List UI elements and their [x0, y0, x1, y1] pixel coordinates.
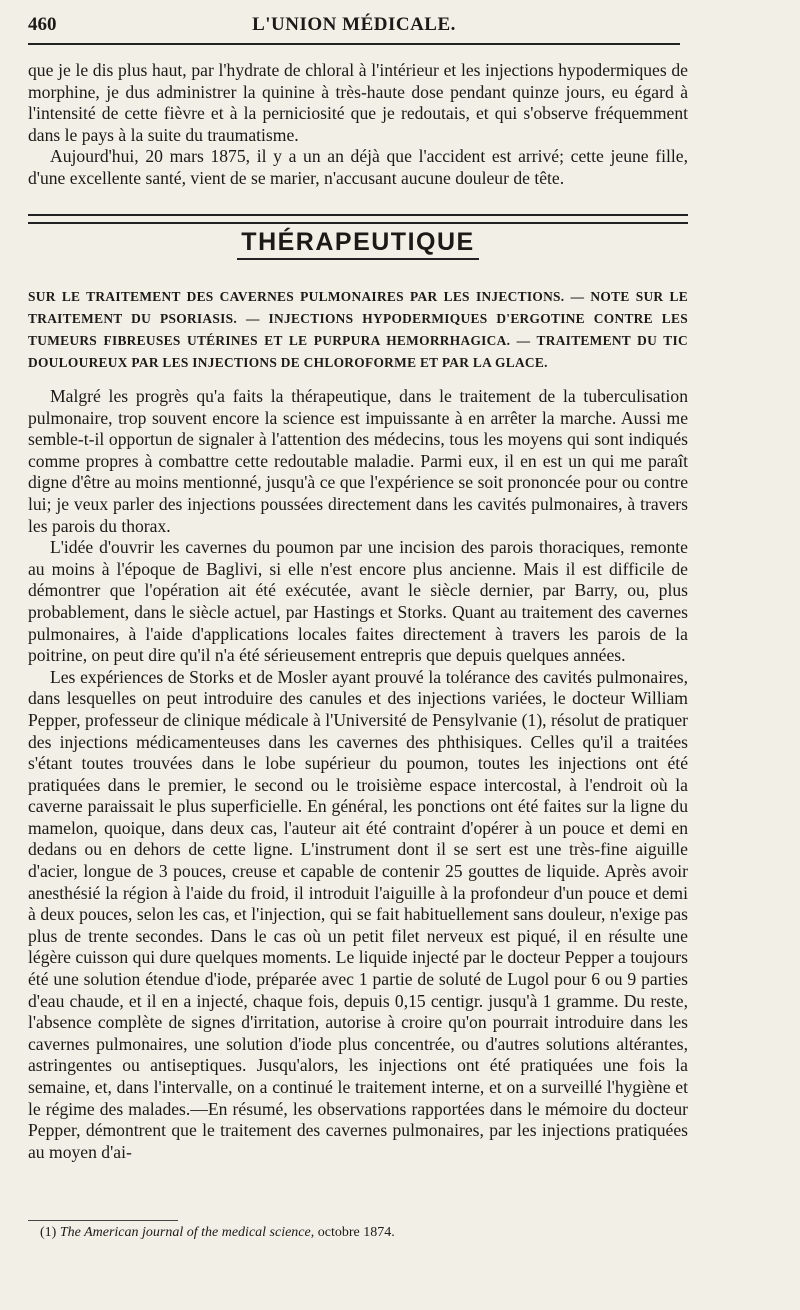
- footnote-rule: [28, 1220, 178, 1221]
- footnote-marker: (1): [40, 1225, 57, 1240]
- page-header: [28, 14, 680, 44]
- paragraph: Aujourd'hui, 20 mars 1875, il y a un an déjà que l'accident est arrivé; cette jeune fille, d'une excellente santé, vient de se marier, n'accusant aucune douleur de tête.: [28, 146, 688, 188]
- paragraph: L'idée d'ouvrir les cavernes du poumon par une incision des parois thoraciques, remonte au moins à l'époque de Baglivi, si elle n'est encore plus ancienne. Mais il est difficile de démontrer que l'opération ait été exécutée, avant le siècle dernier, par Barry, ou, plus probablement, dans le siècle actuel, par Hastings et Storks. Quant au traitement des cavernes pulmonaires, à l'aide d'applications locales faites directement à travers les parois de la poitrine, on peut dire qu'il n'a été sérieusement entrepris que depuis quelques années.: [28, 537, 688, 666]
- section-title-text: THÉRAPEUTIQUE: [237, 228, 478, 260]
- paragraph: que je le dis plus haut, par l'hydrate de chloral à l'intérieur et les injections hypodermiques de morphine, je dus administrer la quinine à très-haute dose pendant quinze jours, eu égard à l'intensité de cette fièvre et à la perniciosité que je redoutais, et qui s'observe fréquemment dans le pays à la suite du traumatisme.: [28, 60, 688, 145]
- footnote-date: octobre 1874.: [317, 1225, 395, 1240]
- section-subtitle: SUR LE TRAITEMENT DES CAVERNES PULMONAIRES PAR LES INJECTIONS. — NOTE SUR LE TRAITEMENT DU PSORIASIS. — INJECTIONS HYPODERMIQUES D'ERGOTINE CONTRE LES TUMEURS FIBREUSES UTÉRINES ET LE PURPURA HEMORRHAGICA. — TRAITEMENT DU TIC DOULOUREUX PAR LES INJECTIONS DE CHLOROFORME ET PAR LA GLACE.: [28, 289, 688, 370]
- page-number: 460: [28, 14, 57, 35]
- paragraph: Les expériences de Storks et de Mosler ayant prouvé la tolérance des cavités pulmonaires, dans lesquelles on peut introduire des canules et des injections variées, le docteur William Pepper, professeur de clinique médicale à l'Université de Pensylvanie (1), résolut de pratiquer des injections médicamenteuses dans les cavernes des phthisiques. Celles qu'il a traitées s'étant toutes trouvées dans le lobe supérieur du poumon, toutes les injections ont été pratiquées dans le premier, le second ou le troisième espace intercostal, à l'endroit où la caverne paraissait le plus superficielle. En général, les ponctions ont été faites sur la ligne du mamelon, quoique, dans deux cas, l'auteur ait été contraint d'opérer à un pouce et demi en dedans ou en dehors de cette ligne. L'instrument dont il se sert est une très-fine aiguille d'acier, longue de 3 pouces, creuse et capable de contenir 25 gouttes de liquide. Après avoir anesthésié la région à l'aide du froid, il introduit l'aiguille à la profondeur d'un pouce et demi à deux pouces, selon les cas, et l'injection, qui se fait habituellement sans douleur, n'exige pas plus de trente secondes. Dans le cas où un petit filet nerveux est piqué, il en résulte une légère cuisson qui dure quelques moments. Le liquide injecté par le docteur Pepper a toujours été une solution étendue d'iode, préparée avec 1 partie de soluté de Lugol pour 6 ou 9 parties d'eau chaude, et il en a injecté, chaque fois, depuis 0,15 centigr. jusqu'à 1 gramme. Du reste, l'absence complète de signes d'irritation, autorise à croire qu'on pourrait introduire dans les cavernes pulmonaires, une solution d'iode plus concentrée, ou d'autres solutions altérantes, astringentes ou antiseptiques. Jusqu'alors, les injections ont été pratiquées une fois la semaine, et, dans l'intervalle, on a continué le traitement interne, et on a surveillé l'hygiène et le régime des malades.—En résumé, les observations rapportées dans le mémoire du docteur Pepper, démontrent que le traitement des cavernes pulmonaires, par les injections pratiquées au moyen d'ai-: [28, 666, 688, 1162]
- section-divider: [28, 214, 688, 224]
- running-title: L'UNION MÉDICALE.: [252, 14, 456, 35]
- header-rule: [28, 43, 680, 45]
- article-body: [28, 386, 688, 1163]
- paragraph: Malgré les progrès qu'a faits la thérapeutique, dans le traitement de la tuberculisation pulmonaire, trop souvent encore la science est impuissante à en arrêter la marche. Aussi me semble-t-il opportun de signaler à l'attention des médecins, tous les moyens qui sont indiqués comme propres à combattre cette redoutable maladie. Parmi eux, il en est un qui me paraît digne d'être au moins mentionné, jusqu'à ce que l'expérience se soit prononcée pour ou contre lui; je veux parler des injections poussées directement dans les cavités pulmonaires, à travers les parois du thorax.: [28, 386, 688, 536]
- intro-text: [28, 60, 688, 190]
- footnote-journal: The American journal of the medical science,: [59, 1225, 315, 1240]
- section-title: [28, 228, 688, 257]
- footnote: [40, 1224, 395, 1242]
